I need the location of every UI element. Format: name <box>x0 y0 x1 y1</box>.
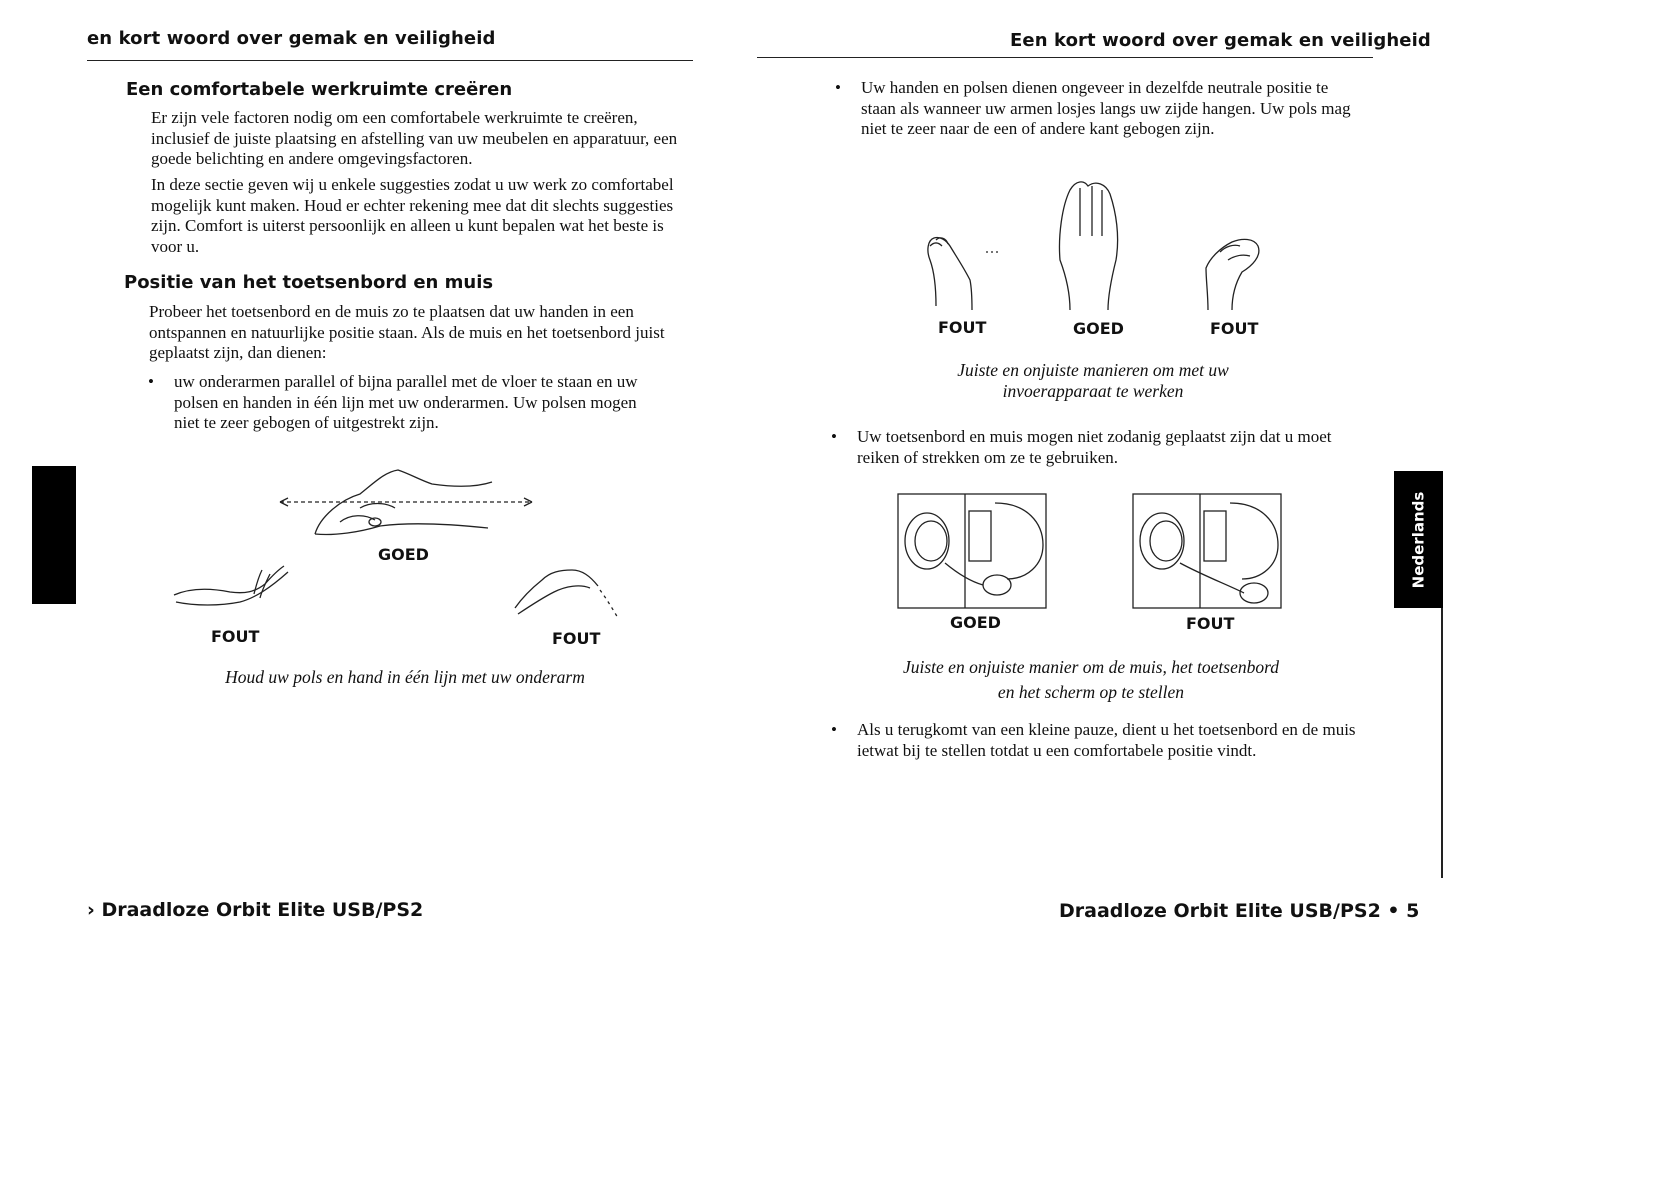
left-page-edge-tab <box>32 466 76 604</box>
figure-label-wrong-right: FOUT <box>552 629 601 648</box>
bullet-dot: • <box>148 372 154 391</box>
right-page-header: Een kort woord over gemak en veiligheid <box>1010 30 1431 51</box>
workspace-paragraph-2: In deze sectie geven wij u enkele suggesties zodat u uw werk zo comfortabel mogelijk kunt maken. Houd er echter rekening mee dat dit slechts suggesties zijn. Comfort is uiterst persoonlijk en alleen u kunt bepalen wat het beste is voor u. <box>151 175 674 256</box>
left-header-rule <box>87 60 693 61</box>
right-header-rule <box>757 57 1373 58</box>
desk-label-wrong: FOUT <box>1186 614 1235 633</box>
forearm-bullet <box>148 372 666 434</box>
hand-positions-illustration <box>920 176 1270 316</box>
bullet-dot: • <box>831 720 837 739</box>
neutral-position-bullet <box>835 78 1361 140</box>
hands-caption-line-1: Juiste en onjuiste manieren om met uw <box>957 360 1229 380</box>
hands-caption-line-2: invoerapparaat te werken <box>1002 381 1184 401</box>
figure-label-good: GOED <box>378 545 429 564</box>
bullet-dot: • <box>835 78 841 97</box>
wrist-figure-caption: Houd uw pols en hand in één lijn met uw onderarm <box>225 667 585 687</box>
hands-label-wrong-right: FOUT <box>1210 319 1259 338</box>
right-page-footer: Draadloze Orbit Elite USB/PS2 • 5 <box>1059 900 1420 922</box>
left-page-header: en kort woord over gemak en veiligheid <box>87 28 496 49</box>
desk-setup-wrong-illustration <box>1132 493 1282 609</box>
reach-bullet-text: Uw toetsenbord en muis mogen niet zodanig geplaatst zijn dat u moet reiken of strekken om ze te gebruiken. <box>857 427 1332 467</box>
bullet-dot: • <box>831 427 837 446</box>
figure-label-wrong-left: FOUT <box>211 627 260 646</box>
workspace-paragraph-1: Er zijn vele factoren nodig om een comfortabele werkruimte te creëren, inclusief de juiste plaatsing en afstelling van uw meubelen en apparatuur, een goede belichting en andere omgevingsfactoren. <box>151 108 678 168</box>
section-heading-keyboard-mouse: Positie van het toetsenbord en muis <box>124 272 494 293</box>
neutral-position-bullet-text: Uw handen en polsen dienen ongeveer in dezelfde neutrale positie te staan als wanneer uw armen losjes langs uw zijde hangen. Uw pols mag niet te zeer naar de een of andere kant gebogen zijn. <box>861 78 1351 138</box>
hands-label-good: GOED <box>1073 319 1124 338</box>
language-side-tab-label: Nederlands <box>1409 491 1428 588</box>
left-page-footer: › Draadloze Orbit Elite USB/PS2 <box>87 899 424 921</box>
hands-label-wrong-left: FOUT <box>938 318 987 337</box>
forearm-bullet-text: uw onderarmen parallel of bijna parallel met de vloer te staan en uw polsen en handen in één lijn met uw onderarmen. Uw polsen mogen niet te zeer gebogen of uitgestrekt zijn. <box>174 372 638 432</box>
keyboard-position-paragraph: Probeer het toetsenbord en de muis zo te plaatsen dat uw handen in een ontspannen en natuurlijke positie staan. Als de muis en het toetsenbord juist geplaatst zijn, dan dienen: <box>149 302 665 362</box>
desk-setup-good-illustration <box>897 493 1047 609</box>
break-adjust-bullet <box>831 720 1357 761</box>
right-edge-line <box>1441 608 1443 878</box>
desk-caption-line-2: en het scherm op te stellen <box>997 682 1185 702</box>
desk-caption-line-1: Juiste en onjuiste manier om de muis, het toetsenbord <box>902 657 1280 677</box>
break-adjust-bullet-text: Als u terugkomt van een kleine pauze, dient u het toetsenbord en de muis ietwat bij te stellen totdat u een comfortabele positie vindt. <box>857 720 1356 760</box>
desk-label-good: GOED <box>950 613 1001 632</box>
reach-bullet <box>831 427 1369 468</box>
section-heading-workspace: Een comfortabele werkruimte creëren <box>126 79 513 100</box>
language-side-tab <box>1394 471 1443 608</box>
